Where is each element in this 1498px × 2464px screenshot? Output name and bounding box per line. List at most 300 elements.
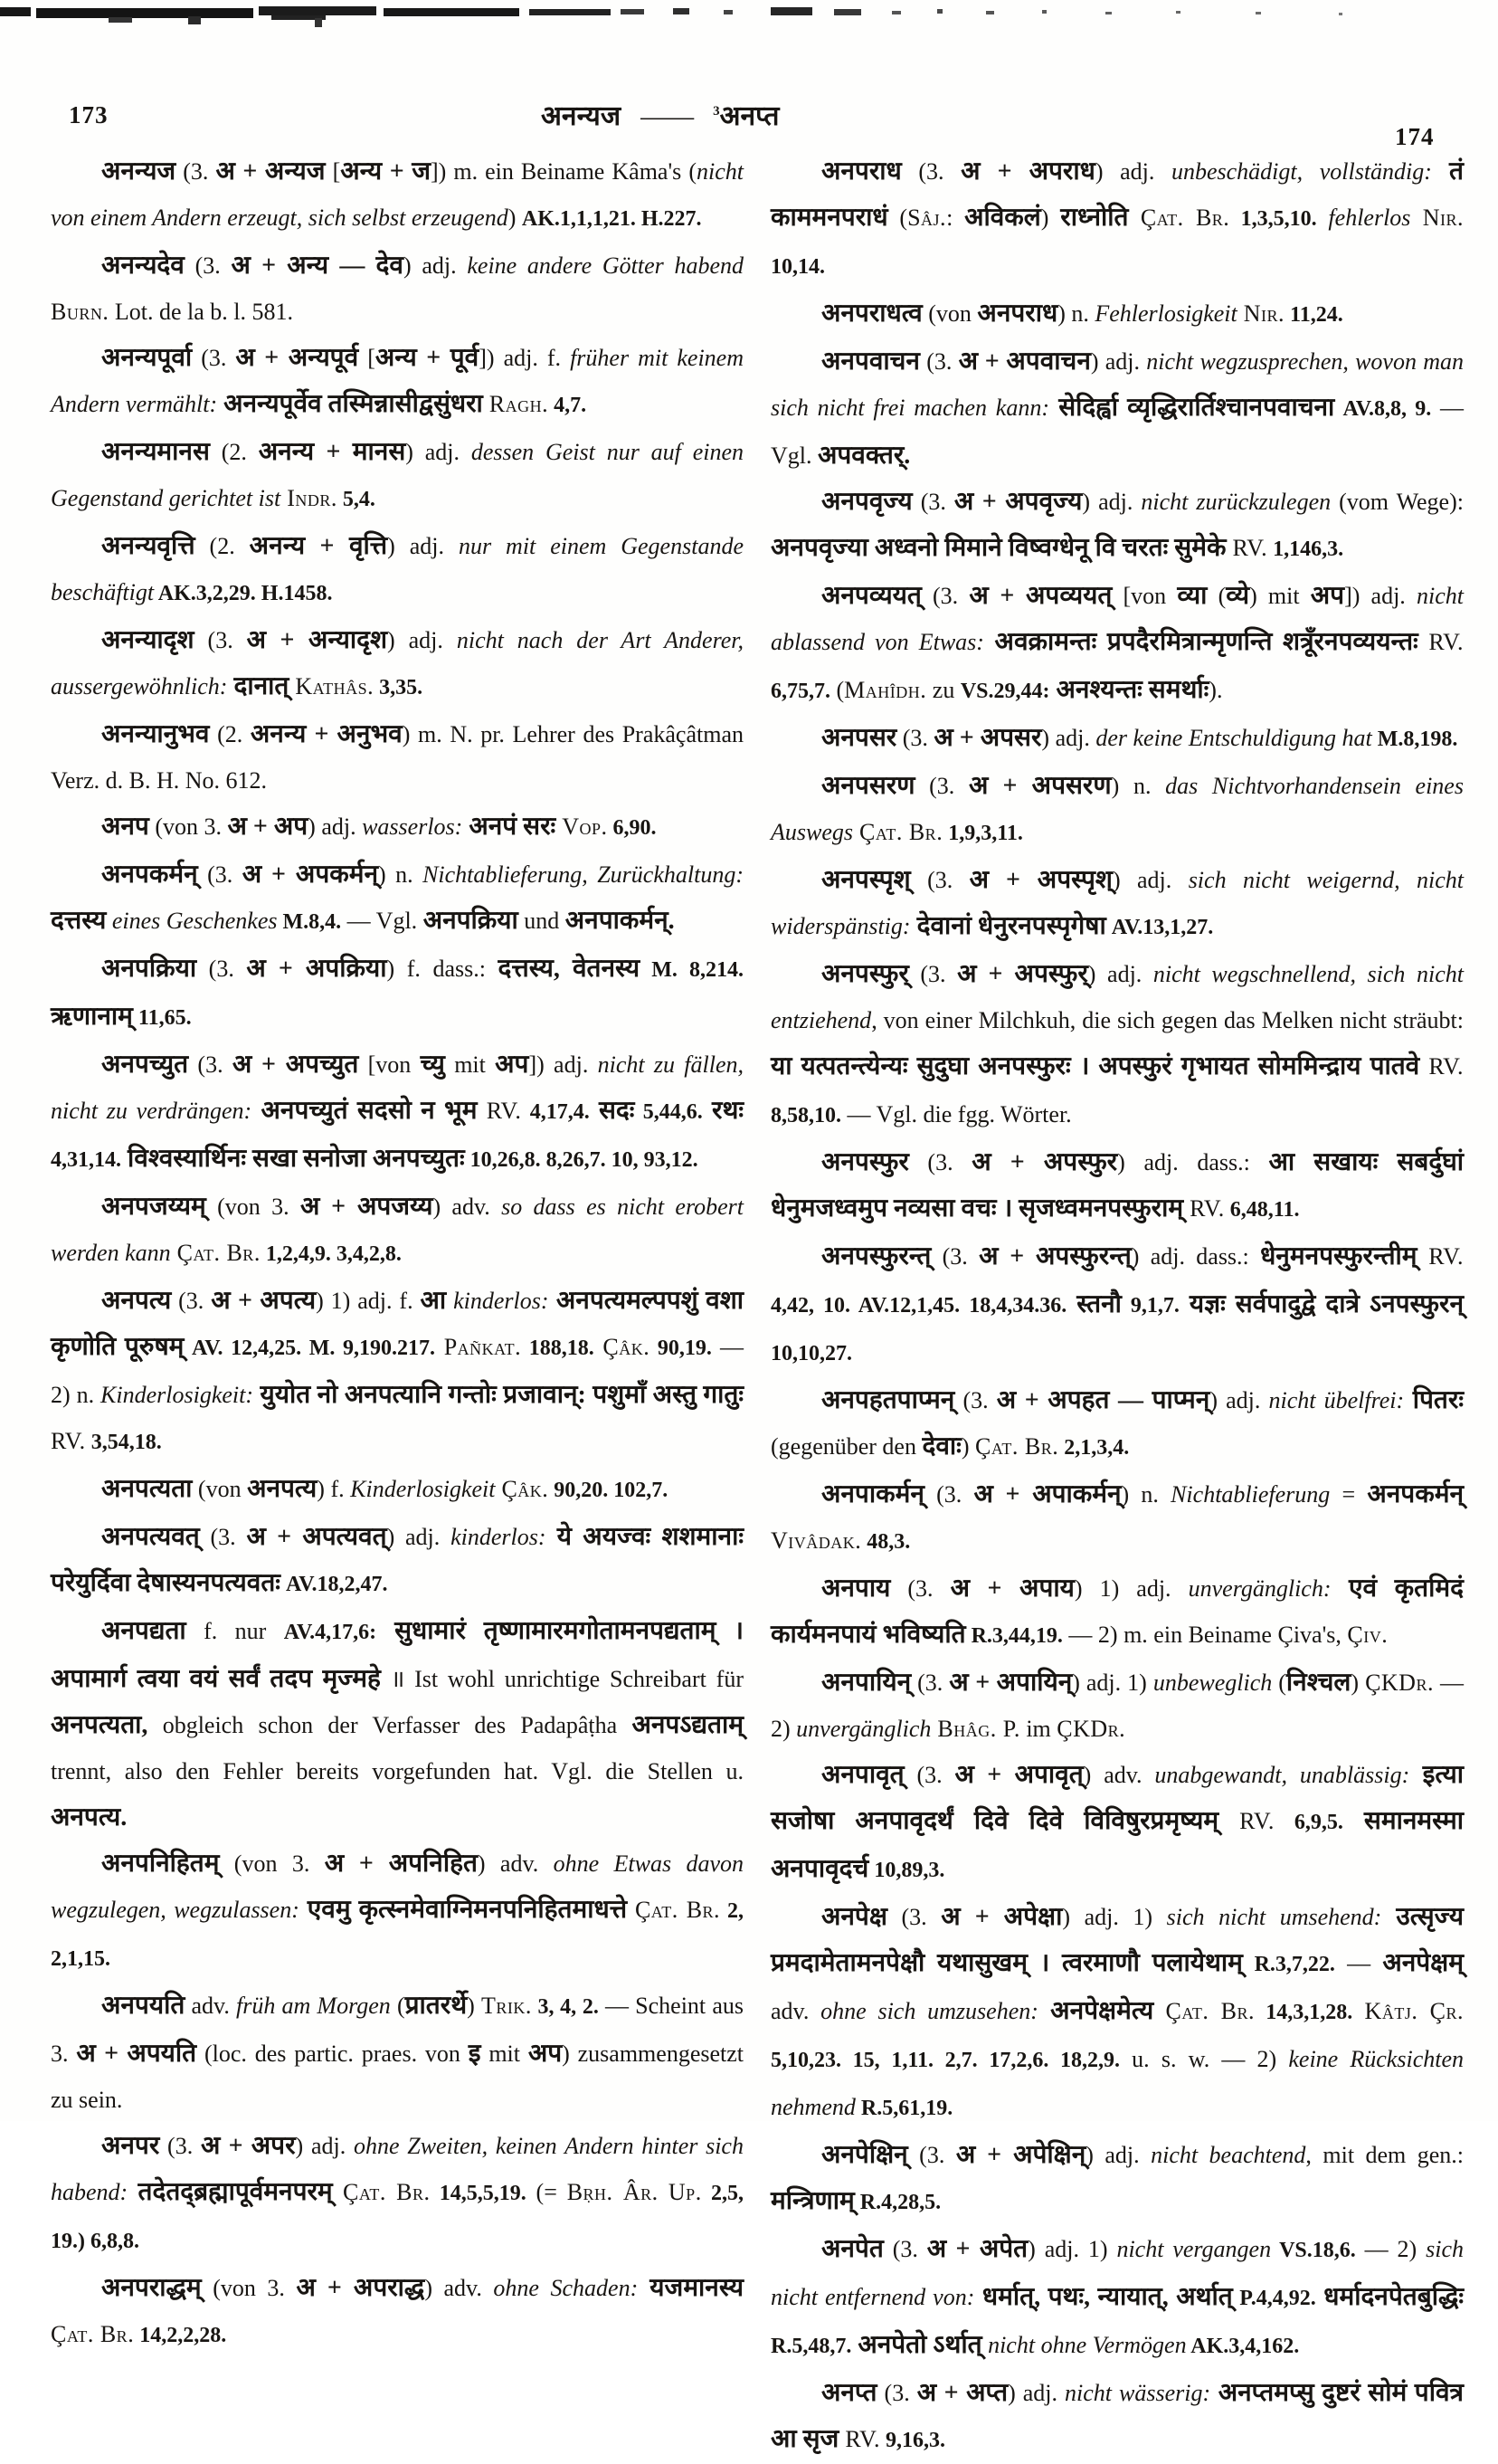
citation-run: 2,1,3,4. bbox=[1058, 1436, 1130, 1460]
roman-run: ) adj. 1) bbox=[1062, 1904, 1167, 1930]
roman-run: ) adj. 1) bbox=[1072, 1670, 1153, 1696]
devanagari-run: दानात् bbox=[227, 672, 289, 700]
roman-run: (3. bbox=[908, 961, 958, 987]
dictionary-entry bbox=[771, 1894, 1464, 2132]
devanagari-run: देवानां धेनुरनपस्पृगेषा bbox=[910, 912, 1106, 940]
roman-run: ( bbox=[887, 205, 908, 231]
roman-run: ( bbox=[830, 677, 845, 703]
roman-run: ) adj. bbox=[386, 1524, 451, 1550]
devanagari-run: अनपाकर्मन् bbox=[821, 1480, 924, 1508]
roman-run: ) mit bbox=[1249, 583, 1311, 609]
italic-gloss-run: nicht wegzusprechen, wovon man sich nicht frei machen kann: bbox=[771, 348, 1464, 421]
roman-run: mit bbox=[444, 1051, 496, 1078]
citation-run: 14,3,1,28. bbox=[1254, 2001, 1353, 2024]
citation-run: R.5,48,7. bbox=[771, 2335, 852, 2358]
devanagari-run: अ + अपहत — पाप्मन् bbox=[996, 1386, 1210, 1414]
devanagari-run: अनपेक्षिन् bbox=[821, 2141, 908, 2169]
citation-run: 188,18. bbox=[521, 1337, 594, 1360]
citation-run: 3, 4, 2. bbox=[531, 1995, 599, 2019]
roman-run: ). bbox=[1209, 677, 1223, 703]
italic-gloss-run: nicht wegschnellend, sich nicht entziehend bbox=[771, 961, 1464, 1033]
roman-run: ) bbox=[961, 1433, 976, 1460]
citation-run: VS.18,6. bbox=[1271, 2239, 1356, 2262]
dictionary-entry bbox=[51, 148, 744, 243]
citation-run: AV. 12,4,25. M. 9,190.217. bbox=[184, 1337, 436, 1360]
roman-run: ) f. bbox=[317, 1476, 351, 1502]
devanagari-run: अनन्यानुभव bbox=[101, 720, 210, 748]
roman-run: (vom Wege): bbox=[1331, 489, 1464, 515]
roman-run: ) adj. bbox=[1209, 1387, 1269, 1413]
roman-run: ) adj. bbox=[1082, 489, 1142, 515]
roman-run: (3. bbox=[931, 1243, 980, 1270]
italic-gloss-run: der keine Entschuldigung hat bbox=[1095, 725, 1372, 751]
citation-run: R.3,44,19. bbox=[965, 1624, 1063, 1648]
roman-run: (2. bbox=[209, 721, 251, 747]
devanagari-run: अ + अपेक्षिन् bbox=[955, 2141, 1086, 2169]
devanagari-run: अ + अपस्पृश् bbox=[969, 866, 1113, 894]
roman-run: — Vgl. die fgg. Wörter. bbox=[841, 1101, 1072, 1127]
roman-run: (loc. des partic. praes. von bbox=[196, 2041, 469, 2067]
citation-run: 4,7. bbox=[548, 394, 587, 417]
devanagari-run: सेदिर्ह्वा व्यृद्धिरार्तिश्चानपवाचना bbox=[1048, 394, 1335, 422]
devanagari-run: अनपत्यवत् bbox=[101, 1523, 200, 1551]
devanagari-run: अ + अन्यादृश bbox=[246, 626, 387, 654]
roman-run: f. nur bbox=[185, 1618, 284, 1644]
devanagari-run: अ + अपव्ययत् bbox=[969, 582, 1113, 610]
citation-run: 1,146,3. bbox=[1267, 538, 1344, 561]
dictionary-entry bbox=[51, 2123, 744, 2265]
roman-run: [von bbox=[1112, 583, 1178, 609]
roman-run: (3. bbox=[175, 158, 216, 185]
devanagari-run: पितरः bbox=[1404, 1386, 1464, 1414]
devanagari-run: निश्चल bbox=[1285, 1669, 1351, 1697]
devanagari-run: अनपजय्यम् bbox=[101, 1193, 206, 1221]
roman-run: ]) adj. bbox=[1344, 583, 1417, 609]
devanagari-run: देवाः bbox=[922, 1432, 962, 1460]
devanagari-run: अ + अपसरण bbox=[968, 772, 1112, 800]
italic-gloss-run: sich nicht umsehend: bbox=[1166, 1904, 1382, 1930]
devanagari-run: अनपेक्षमेत्य bbox=[1038, 1997, 1154, 2025]
devanagari-run: अनपावृत् bbox=[821, 1761, 905, 1789]
source-abbrev-run: Kâtj. Çr. bbox=[1352, 1998, 1464, 2024]
dictionary-entry bbox=[51, 1278, 744, 1466]
devanagari-run: अनपक्रिया bbox=[101, 955, 197, 983]
devanagari-run: अनपाय bbox=[821, 1574, 891, 1603]
roman-run: ) adv. bbox=[477, 1850, 554, 1877]
roman-run: ) adj. bbox=[308, 813, 363, 840]
italic-gloss-run: eines Geschenkes bbox=[106, 908, 278, 934]
roman-run: ) adj. bbox=[1112, 867, 1189, 893]
devanagari-run: अनन्यादृश bbox=[101, 626, 194, 654]
devanagari-run: समानमस्मा अनपावृदर्च bbox=[771, 1807, 1465, 1883]
roman-run: ) adv. bbox=[1083, 1762, 1155, 1788]
roman-run: ॥ Ist wohl unrichtige Schreibart für bbox=[380, 1666, 744, 1692]
roman-run: (gegenüber den bbox=[771, 1433, 923, 1460]
dictionary-entry bbox=[51, 804, 744, 851]
citation-run: 4,42, 10. AV.12,1,45. 18,4,34.36. bbox=[771, 1294, 1067, 1318]
italic-gloss-run: ohne Etwas davon wegzulegen, wegzulassen: bbox=[51, 1850, 744, 1923]
citation-run: M.8,198. bbox=[1371, 728, 1458, 751]
dictionary-entry bbox=[771, 715, 1464, 763]
source-abbrev-run: RV. bbox=[477, 1098, 522, 1124]
citation-run: 3,35. bbox=[374, 676, 423, 699]
citation-run: AK.1,1,1,21. H.227. bbox=[521, 207, 702, 231]
devanagari-run: अ + अपेत bbox=[926, 2235, 1029, 2263]
citation-run: 6,75,7. bbox=[771, 680, 830, 703]
citation-run: 4,31,14. bbox=[51, 1148, 121, 1172]
roman-run: ) adj. dass.: bbox=[1131, 1243, 1261, 1270]
italic-gloss-run: Kinderlosigkeit bbox=[350, 1476, 496, 1502]
citation-run: 48,3. bbox=[861, 1530, 911, 1554]
page-number-left: 173 bbox=[69, 101, 109, 128]
source-abbrev-run: RV. bbox=[839, 2426, 881, 2452]
devanagari-run: अनपऽद्यताम् bbox=[631, 1711, 744, 1739]
dictionary-entry bbox=[771, 1565, 1464, 1660]
devanagari-run: अनपत्य bbox=[247, 1475, 318, 1503]
italic-gloss-run: nicht übelfrei: bbox=[1268, 1387, 1405, 1413]
source-abbrev-run: Çat. Br. bbox=[170, 1240, 261, 1266]
devanagari-run: अनपस्फुर् bbox=[821, 960, 909, 988]
devanagari-run: अनपत्यता, bbox=[51, 1711, 148, 1739]
citation-run: 10,26,8. 8,26,7. 10, 93,12. bbox=[464, 1148, 698, 1172]
source-abbrev-run: RV. bbox=[1417, 629, 1464, 655]
roman-run: (3. bbox=[188, 1051, 232, 1078]
devanagari-run: अनपत्य. bbox=[51, 1803, 128, 1831]
roman-run: ) adj. bbox=[1087, 961, 1153, 987]
citation-run: P.4,4,92. bbox=[1232, 2287, 1316, 2310]
devanagari-run: अनपक्रिया bbox=[422, 907, 518, 935]
devanagari-run: ये अयज्वः शशमानाः परेयुर्दिवा देषास्यनपत्यवतः bbox=[51, 1523, 744, 1597]
devanagari-run: अ + अपर bbox=[200, 2132, 296, 2160]
citation-run: 2, 2,1,15. bbox=[51, 1899, 744, 1971]
devanagari-run: अविकलं bbox=[964, 204, 1041, 232]
roman-run: (3. bbox=[197, 861, 242, 888]
roman-run: (3. bbox=[954, 1387, 997, 1413]
citation-run: 6,90. bbox=[607, 816, 657, 840]
dictionary-column-right bbox=[771, 148, 1464, 2464]
devanagari-run: अनपकर्मन् bbox=[1367, 1480, 1464, 1508]
roman-run: ) adj. bbox=[1008, 2380, 1066, 2406]
devanagari-run: अनपाकर्मन्. bbox=[564, 907, 675, 935]
roman-run: (2. bbox=[209, 439, 259, 465]
source-abbrev-run: Ragh. bbox=[482, 391, 549, 417]
running-head-superscript: 3 bbox=[713, 104, 720, 119]
italic-gloss-run: dessen Geist nur auf einen Gegenstand gerichtet ist bbox=[51, 439, 744, 511]
citation-run: 14,2,2,28. bbox=[134, 2324, 227, 2347]
roman-run: , mit dem gen.: bbox=[1305, 2142, 1464, 2168]
roman-run: ( bbox=[1207, 583, 1227, 609]
devanagari-run: अनपच्युतं सदसो न भूम bbox=[251, 1097, 478, 1125]
source-abbrev-run: Çat. Br. bbox=[853, 819, 943, 845]
citation-run: 1,9,3,11. bbox=[943, 822, 1023, 845]
roman-run: zu bbox=[926, 677, 961, 703]
roman-run: Lot. de la b. l. 581. bbox=[109, 299, 293, 325]
roman-run: ) adj. bbox=[1090, 348, 1147, 375]
roman-run: (3. bbox=[896, 725, 934, 751]
source-abbrev-run: RV. bbox=[1218, 1808, 1275, 1834]
roman-run: ) n. bbox=[1121, 1481, 1171, 1508]
devanagari-run: दत्तस्य, वेतनस्य bbox=[498, 955, 640, 983]
roman-run: — 2) bbox=[1355, 2236, 1427, 2262]
dictionary-entry bbox=[771, 1752, 1464, 1894]
italic-gloss-run: wasserlos: bbox=[362, 813, 463, 840]
devanagari-run: अनन्यज bbox=[101, 157, 176, 186]
source-abbrev-run: ÇKDr. bbox=[1057, 1716, 1126, 1742]
roman-run: obgleich schon der Verfasser des Padapâṭha bbox=[147, 1712, 632, 1738]
roman-run: (von 3. bbox=[205, 1194, 300, 1220]
devanagari-run: अनपस्पृश् bbox=[821, 866, 911, 894]
roman-run: (von 3. bbox=[219, 1850, 325, 1877]
devanagari-run: अनपहतपाप्मन् bbox=[821, 1386, 955, 1414]
roman-run: (3. bbox=[877, 2380, 917, 2406]
running-head bbox=[541, 96, 780, 133]
roman-run: (von 3. bbox=[201, 2275, 297, 2301]
dictionary-entry bbox=[51, 1184, 744, 1278]
devanagari-run: अनपराध bbox=[821, 157, 902, 186]
citation-run: 6,48,11. bbox=[1224, 1198, 1300, 1222]
roman-run: im bbox=[1019, 1716, 1057, 1742]
roman-run: ) adv. bbox=[432, 1194, 502, 1220]
source-abbrev-run: ÇKDr. bbox=[1365, 1670, 1434, 1696]
roman-run: ) zusammengesetzt zu sein. bbox=[51, 2041, 744, 2113]
roman-run: ]) m. ein Beiname Kâma's ( bbox=[431, 158, 697, 185]
devanagari-run: अ + अपयति bbox=[76, 2040, 197, 2068]
roman-run: u. s. w. — 2) bbox=[1120, 2046, 1289, 2072]
italic-gloss-run: keine Rücksichten nehmend bbox=[771, 2046, 1464, 2120]
italic-gloss-run: nicht zurückzulegen bbox=[1141, 489, 1332, 515]
devanagari-run: अनपेत bbox=[821, 2235, 884, 2263]
devanagari-run: अ + अपत्य bbox=[211, 1287, 317, 1315]
roman-run: ) f. dass.: bbox=[386, 956, 498, 982]
devanagari-run: अ + अपच्युत bbox=[232, 1051, 359, 1079]
dictionary-entry bbox=[771, 338, 1464, 479]
roman-run: (3. bbox=[159, 2133, 201, 2159]
devanagari-run: अ + अपजय्य bbox=[299, 1193, 433, 1221]
citation-run: AV.18,2,47. bbox=[280, 1573, 388, 1596]
devanagari-run: अनपसर bbox=[821, 724, 897, 752]
citation-run: AV.13,1,27. bbox=[1105, 916, 1214, 939]
dictionary-entry bbox=[771, 857, 1464, 951]
roman-run: ) adj. bbox=[1095, 158, 1171, 185]
devanagari-run: अ + अपसर bbox=[934, 724, 1042, 752]
devanagari-run: अवक्रामन्तः प्रपदैरमित्रान्मृणन्ति शत्रूँरनपव्ययन्तः bbox=[983, 628, 1418, 656]
italic-gloss-run: Nichtablieferung, Zurückhaltung: bbox=[422, 861, 744, 888]
roman-run: — Vgl. bbox=[341, 908, 423, 934]
devanagari-run: अनन्यपूर्वा bbox=[101, 344, 193, 372]
roman-run: (3. bbox=[901, 158, 962, 185]
source-abbrev-run: Çat. Br. bbox=[975, 1433, 1059, 1460]
roman-run: ) adj. 1) bbox=[1028, 2236, 1117, 2262]
citation-run: 9,16,3. bbox=[880, 2429, 946, 2452]
dictionary-entry bbox=[771, 763, 1464, 857]
source-abbrev-run: Vivâdak. bbox=[771, 1527, 862, 1554]
devanagari-run: अ + अपकर्मन् bbox=[242, 861, 379, 889]
roman-run: ) bbox=[1351, 1670, 1366, 1696]
citation-run: 14,5,5,19. bbox=[430, 2182, 526, 2205]
devanagari-run: अप bbox=[1310, 582, 1345, 610]
citation-run: 5,10,23. 15, 1,11. 2,7. 17,2,6. 18,2,9. bbox=[771, 2049, 1121, 2072]
dictionary-entry bbox=[771, 2370, 1464, 2464]
source-abbrev-run: Indr. bbox=[280, 485, 337, 511]
roman-run: ) bbox=[1040, 205, 1061, 231]
running-head-first-word: अनन्यज bbox=[541, 101, 621, 131]
devanagari-run: अप bbox=[495, 1051, 529, 1079]
page-number-right: 174 bbox=[1395, 123, 1435, 150]
devanagari-run: अनपत्यमल्पपशुं वशा कृणोति पूरुषम् bbox=[51, 1287, 744, 1361]
source-abbrev-run: Çat. Br. bbox=[332, 2179, 431, 2205]
devanagari-run: अप bbox=[527, 2040, 563, 2068]
italic-gloss-run: unvergänglich: bbox=[1188, 1575, 1332, 1602]
roman-run: ) adj. bbox=[1086, 2142, 1152, 2168]
devanagari-run: अनपवृज्या अध्वनो मिमाने विष्वग्धेनू वि चरतः सुमेके bbox=[771, 534, 1227, 562]
roman-run: : bbox=[946, 205, 965, 231]
dictionary-entry bbox=[51, 1608, 744, 1841]
roman-run: (3. bbox=[184, 252, 232, 279]
roman-run: adv. bbox=[771, 1998, 821, 2024]
dictionary-entry bbox=[771, 573, 1464, 715]
roman-run: [ bbox=[325, 158, 341, 185]
roman-run: (3. bbox=[196, 956, 247, 982]
italic-gloss-run: kinderlos: bbox=[450, 1524, 546, 1550]
roman-run: (3. bbox=[904, 1762, 955, 1788]
devanagari-run: अन्य + पूर्व bbox=[374, 344, 479, 372]
citation-run: 10,14. bbox=[771, 255, 825, 279]
devanagari-run: अ + अपनिहित bbox=[324, 1850, 478, 1878]
roman-run: (3. bbox=[907, 2142, 956, 2168]
citation-run: AV.8,8, 9. bbox=[1334, 397, 1432, 421]
devanagari-run: राध्नोति bbox=[1060, 204, 1129, 232]
devanagari-run: स्तनौ bbox=[1067, 1290, 1122, 1318]
devanagari-run: अनपसरण bbox=[821, 772, 915, 800]
italic-gloss-run: fehlerlos bbox=[1316, 205, 1411, 231]
devanagari-run: अनन्यदेव bbox=[101, 252, 185, 280]
roman-run: — Scheint aus 3. bbox=[51, 1993, 744, 2067]
devanagari-run: अ + अप्त bbox=[916, 2379, 1009, 2407]
citation-run: M. 8,214. bbox=[640, 958, 744, 982]
italic-gloss-run: unvergänglich bbox=[796, 1716, 932, 1742]
dictionary-entry bbox=[51, 429, 744, 523]
roman-run: ) 1) adj. f. bbox=[316, 1288, 421, 1314]
devanagari-run: अनपेक्ष bbox=[821, 1903, 887, 1931]
italic-gloss-run: nicht nach der Art Anderer, aussergewöhnlich: bbox=[51, 627, 744, 699]
devanagari-run: व्ये bbox=[1226, 582, 1250, 610]
roman-run: ) adj. bbox=[403, 252, 468, 279]
citation-run: 10,89,3. bbox=[868, 1859, 945, 1882]
roman-run: ) n. bbox=[1111, 773, 1166, 799]
roman-run: (von 3. bbox=[148, 813, 228, 840]
roman-run: (3. bbox=[910, 867, 970, 893]
devanagari-run: अनप bbox=[101, 813, 149, 841]
citation-run: 1,2,4,9. 3,4,2,8. bbox=[260, 1242, 402, 1266]
source-abbrev-run: Sâj. bbox=[907, 205, 947, 231]
roman-run: (3. bbox=[886, 1904, 942, 1930]
roman-run: trennt, also den Fehler bereits vorgefunden hat. Vgl. die Stellen u. bbox=[51, 1758, 744, 1784]
devanagari-run: अनपकर्मन् bbox=[101, 861, 198, 889]
devanagari-run: या यत्पतन्त्येन्यः सुदुघा अनपस्फुरः । अपस्फुरं गृभायत सोममिन्द्राय पातवे bbox=[771, 1052, 1420, 1080]
italic-gloss-run: kinderlos: bbox=[446, 1288, 549, 1314]
source-abbrev-run: Çat. Br. bbox=[627, 1897, 721, 1923]
devanagari-run: अ + अपायिन् bbox=[949, 1669, 1073, 1697]
italic-gloss-run: nicht wässerig: bbox=[1065, 2380, 1211, 2406]
source-abbrev-run: Çat. Br. bbox=[51, 2321, 135, 2347]
devanagari-run: अनपत्यता bbox=[101, 1475, 193, 1503]
devanagari-run: युयोत नो अनपत्यानि गन्तोः प्रजावान्: पशुमाँ अस्तु गातुः bbox=[253, 1381, 744, 1409]
citation-run: 90,19. bbox=[649, 1337, 712, 1360]
dictionary-column-left bbox=[51, 148, 744, 2359]
devanagari-run: अ + अपत्यवत् bbox=[246, 1523, 387, 1551]
source-abbrev-run: Nir. bbox=[1237, 300, 1285, 327]
devanagari-run: रथः bbox=[702, 1097, 744, 1125]
italic-gloss-run: ohne Schaden: bbox=[493, 2275, 639, 2301]
devanagari-run: सदः bbox=[589, 1097, 635, 1125]
devanagari-run: अनपर bbox=[101, 2132, 160, 2160]
citation-run: 4,17,4. bbox=[521, 1100, 590, 1124]
dictionary-entry bbox=[771, 1660, 1464, 1752]
dictionary-entry bbox=[51, 711, 744, 804]
italic-gloss-run: nicht beachtend bbox=[1151, 2142, 1306, 2168]
devanagari-run: धर्मादनपेतबुद्धिः bbox=[1315, 2283, 1464, 2311]
devanagari-run: एवं कृतमिदं कार्यमनपायं भविष्यति bbox=[771, 1574, 1464, 1649]
dictionary-entry bbox=[51, 1983, 744, 2123]
source-abbrev-run: RV. bbox=[1417, 1243, 1464, 1270]
devanagari-run: अनपयति bbox=[101, 1992, 185, 2020]
devanagari-run: अ + अपस्फुरन्त् bbox=[979, 1242, 1132, 1270]
devanagari-run: विश्वस्यार्थिनः सखा सनोजा अनपच्युतः bbox=[121, 1145, 465, 1173]
devanagari-run: धेनुमनपस्फुरन्तीम् bbox=[1260, 1242, 1417, 1270]
devanagari-run: ऋणानाम् bbox=[51, 1003, 133, 1031]
dictionary-entry bbox=[51, 523, 744, 617]
citation-run: 9,1,7. bbox=[1121, 1294, 1180, 1318]
devanagari-run: सुधामारं तृष्णामारमगोतामनपद्यताम् । अपामार्ग त्वया वयं सर्वं तदप मृज्महे bbox=[51, 1617, 744, 1693]
devanagari-run: अनपायिन् bbox=[821, 1669, 912, 1697]
italic-gloss-run: nicht zu fällen, nicht zu verdrängen: bbox=[51, 1051, 744, 1124]
source-abbrev-run: Trik. bbox=[480, 1993, 532, 2019]
devanagari-run: अनपस्फुर bbox=[821, 1148, 909, 1176]
devanagari-run: अ + अन्यपूर्व bbox=[235, 344, 359, 372]
devanagari-run: अनपनिहितम् bbox=[101, 1850, 220, 1878]
devanagari-run: अनपं सरः bbox=[462, 813, 556, 841]
devanagari-run: आ bbox=[420, 1287, 447, 1315]
roman-run: ) 1) adj. bbox=[1074, 1575, 1189, 1602]
source-abbrev-run: Çat. Br. bbox=[1153, 1998, 1255, 2024]
source-abbrev-run: Nir. bbox=[1410, 205, 1464, 231]
roman-run: (3. bbox=[199, 1524, 247, 1550]
roman-run: (3. bbox=[911, 1670, 950, 1696]
devanagari-run: अनपराधत्व bbox=[821, 300, 923, 328]
roman-run: (3. bbox=[171, 1288, 212, 1314]
source-abbrev-run: RV. bbox=[51, 1428, 86, 1454]
source-abbrev-run: Pañkat. bbox=[435, 1334, 522, 1360]
devanagari-run: दत्तस्य bbox=[51, 907, 107, 935]
roman-run: (3. bbox=[921, 583, 970, 609]
devanagari-run: अनपेतो ऽर्थात् bbox=[851, 2331, 982, 2359]
devanagari-run: अ + अपस्फुर् bbox=[957, 960, 1088, 988]
citation-run: 3,54,18. bbox=[85, 1431, 162, 1454]
devanagari-run: अ + अन्य — देव bbox=[231, 252, 403, 280]
source-abbrev-run: Bhâg. P. bbox=[931, 1716, 1020, 1742]
italic-gloss-run: früh am Morgen bbox=[235, 1993, 391, 2019]
source-abbrev-run: RV. bbox=[1419, 1053, 1464, 1080]
roman-run: (3. bbox=[924, 1481, 974, 1508]
devanagari-run: अ + अपस्फुर bbox=[972, 1148, 1118, 1176]
italic-gloss-run: Nichtablieferung bbox=[1171, 1481, 1331, 1508]
roman-run: — 2) m. ein Beiname Çiva's, bbox=[1062, 1622, 1348, 1648]
devanagari-run: व्या bbox=[1177, 582, 1208, 610]
roman-run: — Vgl. bbox=[771, 395, 1464, 469]
devanagari-run: आ सखायः सबर्दुघां धेनुमजध्वमुप नव्यसा वचः । सृजध्वमनपस्फुराम् bbox=[771, 1148, 1464, 1222]
source-abbrev-run: Vop. bbox=[555, 813, 608, 840]
devanagari-run: इत्या सजोषा अनपावृदर्थं दिवे दिवे विविषुरप्रमृष्यम् bbox=[771, 1761, 1464, 1835]
